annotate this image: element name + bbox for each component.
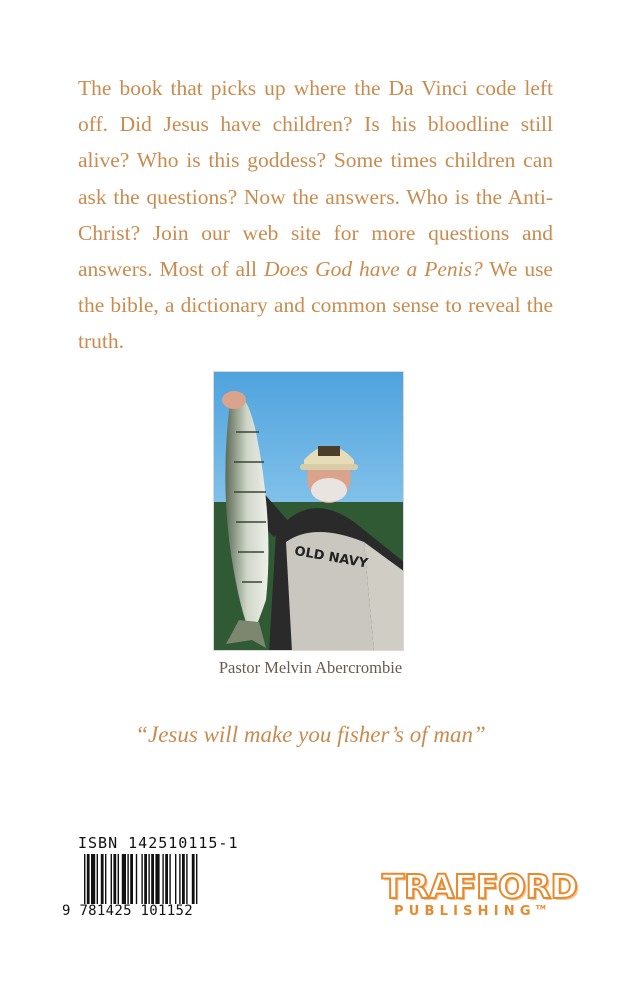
isbn-label: ISBN 142510115-1 [78,834,239,852]
blurb-text-start: The book that picks up where the Da Vinci code left off. Did Jesus have children? Is his bloodline still alive? Who is this goddess? Some times children can ask the questions? Now the answers. Who is the Anti-Christ? Join our web site for more questions and answers. Most of all [78,76,553,282]
barcode-digits: 9 781425 101152 [62,903,193,919]
back-cover-blurb [78,70,553,360]
pull-quote: “Jesus will make you fisher’s of man” [135,722,486,747]
publisher-subtitle: PUBLISHING™ [394,904,546,919]
blurb-italic-question: Does God have a Penis? [263,257,483,282]
publisher-name: TRAFFORD [382,867,578,906]
blurb-text-end: We use the bible, a dictionary and common sense to reveal the truth. [78,257,553,354]
author-photo [213,371,404,651]
trademark-mark: TM [535,904,546,912]
publisher-logo [382,867,578,919]
photo-caption: Pastor Melvin Abercrombie [218,658,403,677]
isbn-barcode [84,854,239,904]
shirt-lettering: OLD NAVY [293,543,369,572]
